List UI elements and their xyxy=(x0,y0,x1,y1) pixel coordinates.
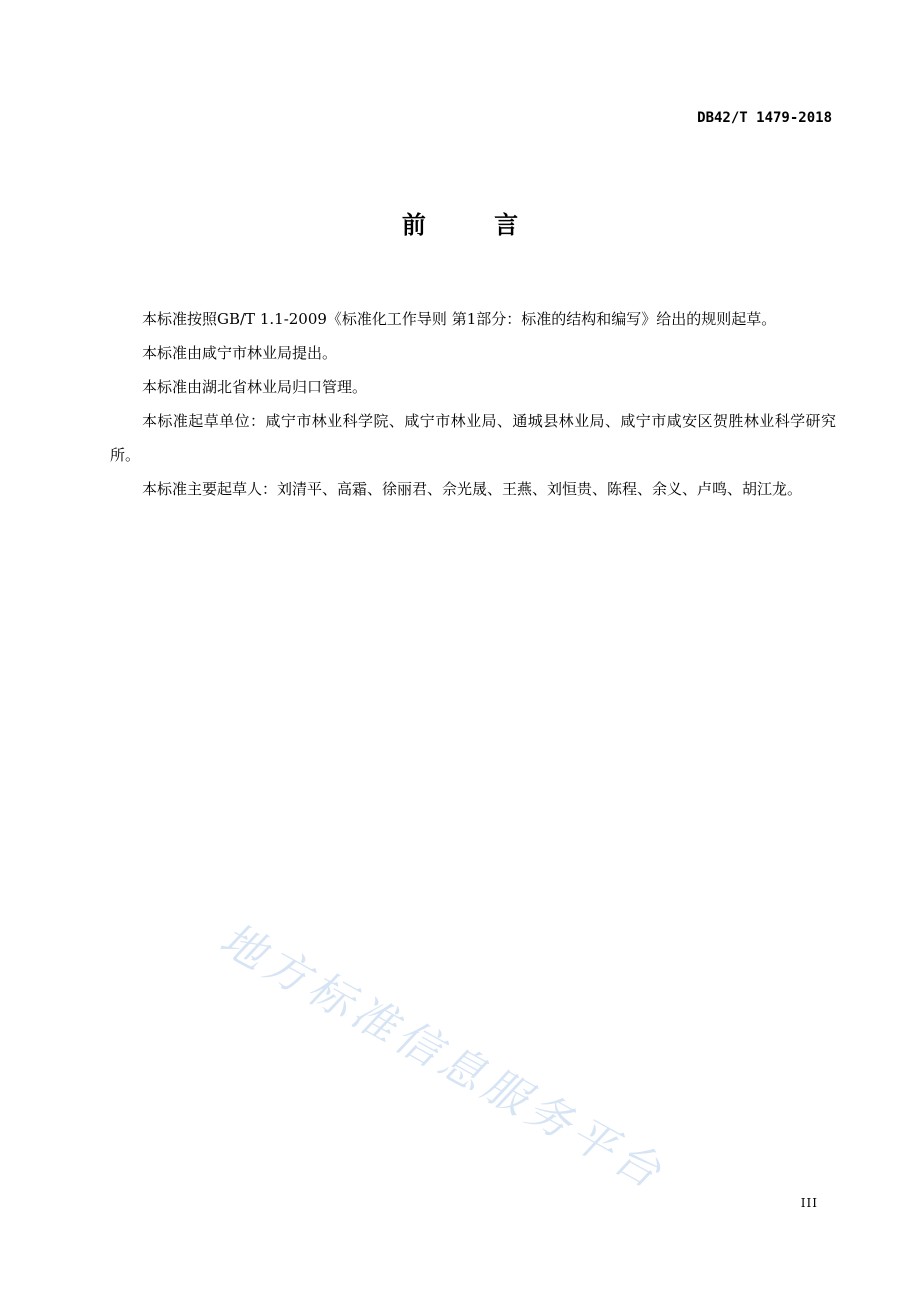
paragraph-drafting-rules: 本标准按照GB/T 1.1-2009《标准化工作导则 第1部分：标准的结构和编写》给出的规则起草。 xyxy=(142,310,777,328)
page-number: III xyxy=(800,1196,818,1210)
foreword-body xyxy=(110,302,836,506)
paragraph-administration: 本标准由湖北省林业局归口管理。 xyxy=(142,378,368,396)
page-title: 前 言 xyxy=(401,211,549,239)
watermark: 地方标准信息服务平台 xyxy=(211,913,674,1201)
paragraph-proposer: 本标准由咸宁市林业局提出。 xyxy=(142,344,338,362)
paragraph-drafters: 本标准主要起草人：刘清平、高霜、徐丽君、佘光晟、王燕、刘恒贵、陈程、余义、卢鸣、胡江龙。 xyxy=(142,480,803,498)
paragraph-drafting-units: 本标准起草单位：咸宁市林业科学院、咸宁市林业局、通城县林业局、咸宁市咸安区贺胜林业科学研究所。 xyxy=(110,412,836,464)
document-code: DB42/T 1479-2018 xyxy=(697,110,832,126)
